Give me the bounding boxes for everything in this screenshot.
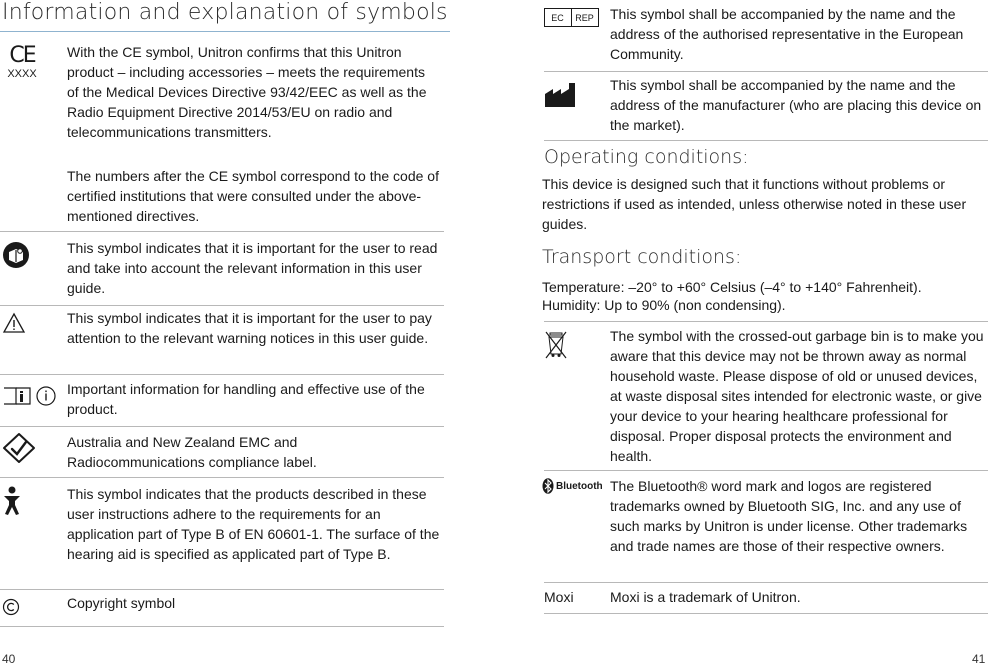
info-book-icon (2, 384, 56, 408)
ec-rep-icon (544, 8, 598, 27)
copyright-icon (2, 598, 20, 616)
divider (544, 140, 988, 141)
copyright-description: Copyright symbol (67, 595, 176, 611)
transport-temperature: Temperature: –20° to +60° Celsius (–4° to +140° Fahrenheit). (542, 279, 922, 295)
manufacturer-description: This symbol shall be accompanied by the name and the address of the manufacturer (who are placing this device on the market). (610, 77, 982, 133)
title-rule (0, 31, 450, 32)
divider (0, 374, 444, 375)
rep-label: REP (575, 12, 594, 23)
divider (0, 477, 444, 478)
weee-description: The symbol with the crossed-out garbage bin is to make you aware that this device may not be thrown away as normal household waste. Please dispose of old or unused devices, at waste disposal sites intended for electronic waste, or give your device to your hearing healthcare professional for disposal. Proper disposal protects the environment and health. (610, 328, 984, 464)
type-b-description: This symbol indicates that the products described in these user instructions adhere to the requirements for an application part of Type B of EN 60601-1. The surface of the hearing aid is specified as applicated part of Type B. (67, 486, 440, 562)
moxi-label: Moxi (544, 589, 574, 605)
ce-mark-letters: CE (9, 43, 35, 68)
page-number: 40 (2, 652, 16, 666)
divider (544, 470, 988, 471)
divider (544, 321, 988, 322)
operating-conditions-text: This device is designed such that it functions without problems or restrictions if used as intended, unless otherwise noted in these user guides. (542, 176, 967, 232)
bluetooth-description: The Bluetooth® word mark and logos are registered trademarks owned by Bluetooth SIG, Inc. and any use of such marks by Unitron is under license. Other trademarks and trade names are those of their respective owners. (610, 478, 968, 554)
divider (544, 71, 988, 72)
ce-numbers-description: The numbers after the CE symbol correspond to the code of certified institutions that were consulted under the above-mentioned directives. (67, 168, 439, 224)
page-number: 41 (972, 652, 986, 666)
ec-rep-description: This symbol shall be accompanied by the name and the address of the authorised representative in the European Community. (610, 6, 964, 62)
rcm-description: Australia and New Zealand EMC and Radiocommunications compliance label. (67, 434, 317, 470)
ce-description: With the CE symbol, Unitron confirms that this Unitron product – including accessories – meets the requirements of the Medical Devices Directive 93/42/EEC as well as the Radio Equipment Directive 2014/53/EU on radio and telecommunications transmitters. (67, 44, 427, 140)
divider (0, 626, 444, 627)
divider (544, 582, 988, 583)
manufacturer-icon (544, 82, 578, 108)
moxi-description: Moxi is a trademark of Unitron. (610, 589, 801, 605)
rcm-compliance-icon (2, 432, 36, 464)
type-b-applied-part-icon (2, 486, 22, 516)
operating-conditions-heading: Operating conditions: (544, 146, 749, 168)
ce-mark-icon (4, 42, 40, 82)
warning-description: This symbol indicates that it is important for the user to pay attention to the relevant warning notices in this user guide. (67, 310, 432, 346)
divider (0, 589, 444, 590)
transport-humidity: Humidity: Up to 90% (non condensing). (542, 297, 786, 313)
ce-notified-body-number: XXXX (7, 68, 37, 80)
divider (0, 426, 444, 427)
ec-label: EC (545, 9, 572, 26)
divider (0, 231, 444, 232)
divider (544, 613, 988, 614)
page-title: Information and explanation of symbols (2, 0, 448, 25)
info-description: Important information for handling and effective use of the product. (67, 381, 425, 417)
divider (0, 305, 444, 306)
read-manual-description: This symbol indicates that it is important for the user to read and take into account the relevant information in this user guide. (67, 240, 438, 296)
transport-conditions-heading: Transport conditions: (542, 246, 742, 268)
warning-triangle-icon (2, 312, 26, 334)
bluetooth-logo-icon (542, 477, 612, 495)
crossed-out-bin-icon (544, 330, 568, 360)
read-manual-icon (2, 241, 30, 269)
bluetooth-logo-text: Bluetooth (556, 480, 603, 492)
